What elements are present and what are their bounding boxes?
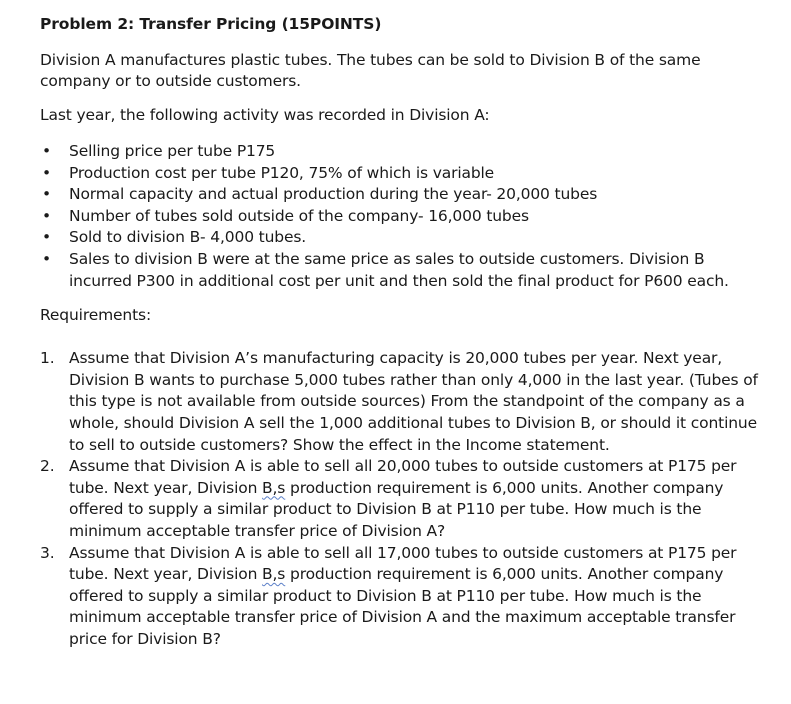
bullet-icon: • (42, 142, 51, 160)
question-number: 2. (40, 457, 55, 476)
bullet-icon: • (42, 228, 51, 247)
bullet-text: Sold to division B- 4,000 tubes. (69, 228, 307, 247)
spellcheck-flagged-word[interactable]: B,s (262, 478, 286, 497)
bullet-text: Production cost per tube P120, 75% of which is variable (69, 163, 495, 182)
question-text-start: Assume that Division A is able to sell all 20,000 tubes to outside customers at P175 per tube. Next year, Division (69, 457, 737, 497)
list-item (40, 206, 771, 228)
bullet-icon: • (42, 249, 51, 268)
bullet-icon: • (42, 163, 51, 182)
bullet-text: Sales to division B were at the same price as sales to outside customers. Division B incurred P300 in additional cost per unit and then sold the final product for P600 each. (69, 249, 729, 290)
list-item (40, 163, 771, 185)
bullet-text: Selling price per tube P175 (69, 142, 276, 160)
activity-bullet-list (40, 141, 771, 292)
list-item (40, 249, 771, 292)
question-number: 1. (40, 349, 55, 368)
list-item (40, 227, 771, 249)
question-text-start: Assume that Division A is able to sell all 17,000 tubes to outside customers at P175 per tube. Next year, Division (69, 543, 737, 584)
intro-paragraph: Division A manufactures plastic tubes. The tubes can be sold to Division B of the same company or to outside customers. (40, 51, 701, 90)
bullet-text: Normal capacity and actual production during the year- 20,000 tubes (69, 185, 598, 204)
question-text-end: production requirement is 6,000 units. Another company offered to supply a similar product to Division B at P110 per tube. How much is the minimum acceptable transfer price of Division A? (69, 478, 724, 540)
bullet-text: Number of tubes sold outside of the company- 16,000 tubes (69, 206, 529, 225)
requirements-list (40, 348, 771, 650)
spellcheck-flagged-word[interactable]: B,s (262, 565, 286, 584)
question-number: 3. (40, 543, 55, 562)
lead-paragraph: Last year, the following activity was recorded in Division A: (40, 106, 490, 124)
requirements-heading: Requirements: (40, 306, 152, 325)
question-item-1 (40, 348, 771, 456)
bullet-icon: • (42, 185, 51, 204)
problem-title: Problem 2: Transfer Pricing (15POINTS) (40, 15, 382, 33)
question-item-2 (40, 456, 771, 542)
list-item (40, 184, 771, 206)
list-item (40, 141, 771, 163)
question-text-end: production requirement is 6,000 units. Another company offered to supply a similar product to Division B at P110 per tube. How much is the minimum acceptable transfer price of Division A and the maximum acceptable transfer price for Division B? (69, 565, 736, 648)
bullet-icon: • (42, 206, 51, 225)
question-text: Assume that Division A’s manufacturing capacity is 20,000 tubes per year. Next year, Division B wants to purchase 5,000 tubes rather than only 4,000 in the last year. (Tubes of this type is not available from outside sources) From the standpoint of the company as a whole, should Division A sell the 1,000 additional tubes to Division B, or should it continue to sell to outside customers? Show the effect in the Income statement. (69, 349, 758, 454)
question-item-3 (40, 543, 771, 651)
